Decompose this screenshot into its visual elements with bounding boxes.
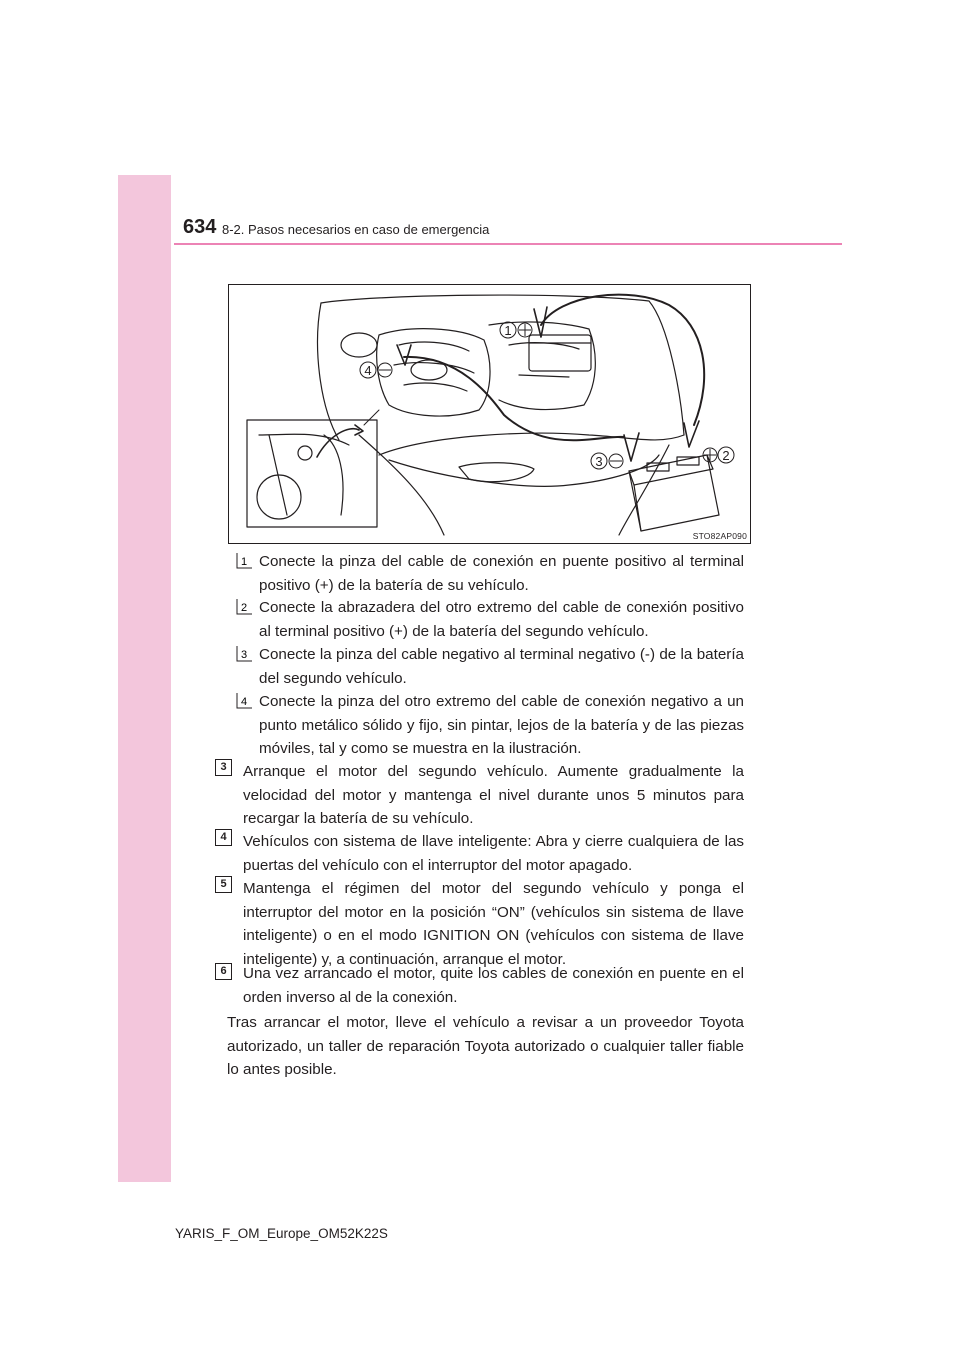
callout-1: 1 bbox=[504, 323, 512, 338]
substep-4-text: Conecte la pinza del otro extremo del cable de conexión negativo a un punto metálico sólido y fijo, sin pintar, lejos de la batería y de las piezas móviles, tal y como se muestra en la ilustración. bbox=[259, 693, 744, 757]
substep-4-number-icon bbox=[236, 692, 253, 709]
section-title: 8-2. Pasos necesarios en caso de emergencia bbox=[222, 222, 490, 237]
substep-2-text: Conecte la abrazadera del otro extremo del cable de conexión positivo al terminal positivo (+) de la batería del segundo vehículo. bbox=[259, 599, 744, 640]
jump-start-illustration bbox=[228, 284, 751, 544]
svg-text:4: 4 bbox=[240, 696, 248, 708]
step-5-number: 5 bbox=[215, 876, 232, 893]
figure-code: STO82AP090 bbox=[692, 531, 747, 541]
step-3-number: 3 bbox=[215, 759, 232, 776]
callout-3: 3 bbox=[595, 454, 603, 469]
substep-1-number-icon bbox=[236, 552, 253, 569]
callout-2: 2 bbox=[722, 448, 730, 463]
footer-code: YARIS_F_OM_Europe_OM52K22S bbox=[175, 1226, 388, 1241]
svg-text:3: 3 bbox=[240, 649, 248, 661]
svg-text:2: 2 bbox=[240, 602, 248, 614]
engine-bay-drawing bbox=[229, 285, 750, 543]
step-4-number: 4 bbox=[215, 829, 232, 846]
step-5-text: Mantenga el régimen del motor del segundo vehículo y ponga el interruptor del motor en la posición “ON” (vehículos sin sistema de llave inteligente) o en el modo IGNITION ON (vehículos con sistema de llave inteligente) y, a continuación, arranque el motor. bbox=[243, 880, 744, 968]
side-tab bbox=[118, 175, 171, 1182]
closing-paragraph: Tras arrancar el motor, lleve el vehículo a revisar a un proveedor Toyota autorizado, un taller de reparación Toyota autorizado o cualquier taller fiable lo antes posible. bbox=[227, 1014, 744, 1078]
substep-2-number-icon bbox=[236, 598, 253, 615]
step-3-text: Arranque el motor del segundo vehículo. Aumente gradualmente la velocidad del motor y mantenga el nivel durante unos 5 minutos para recargar la batería de su vehículo. bbox=[243, 763, 744, 827]
substep-1-text: Conecte la pinza del cable de conexión en puente positivo al terminal positivo (+) de la batería de su vehículo. bbox=[259, 553, 744, 594]
page-number: 634 bbox=[183, 216, 217, 238]
step-6-number: 6 bbox=[215, 963, 232, 980]
callout-4: 4 bbox=[364, 363, 372, 378]
header-rule bbox=[174, 243, 842, 245]
step-4-text: Vehículos con sistema de llave inteligente: Abra y cierre cualquiera de las puertas del vehículo con el interruptor del motor apagado. bbox=[243, 833, 744, 874]
step-6-text: Una vez arrancado el motor, quite los cables de conexión en puente en el orden inverso al de la conexión. bbox=[243, 965, 744, 1006]
svg-text:1: 1 bbox=[240, 556, 248, 568]
substep-3-number-icon bbox=[236, 645, 253, 662]
substep-3-text: Conecte la pinza del cable negativo al terminal negativo (-) de la batería del segundo vehículo. bbox=[259, 646, 744, 687]
